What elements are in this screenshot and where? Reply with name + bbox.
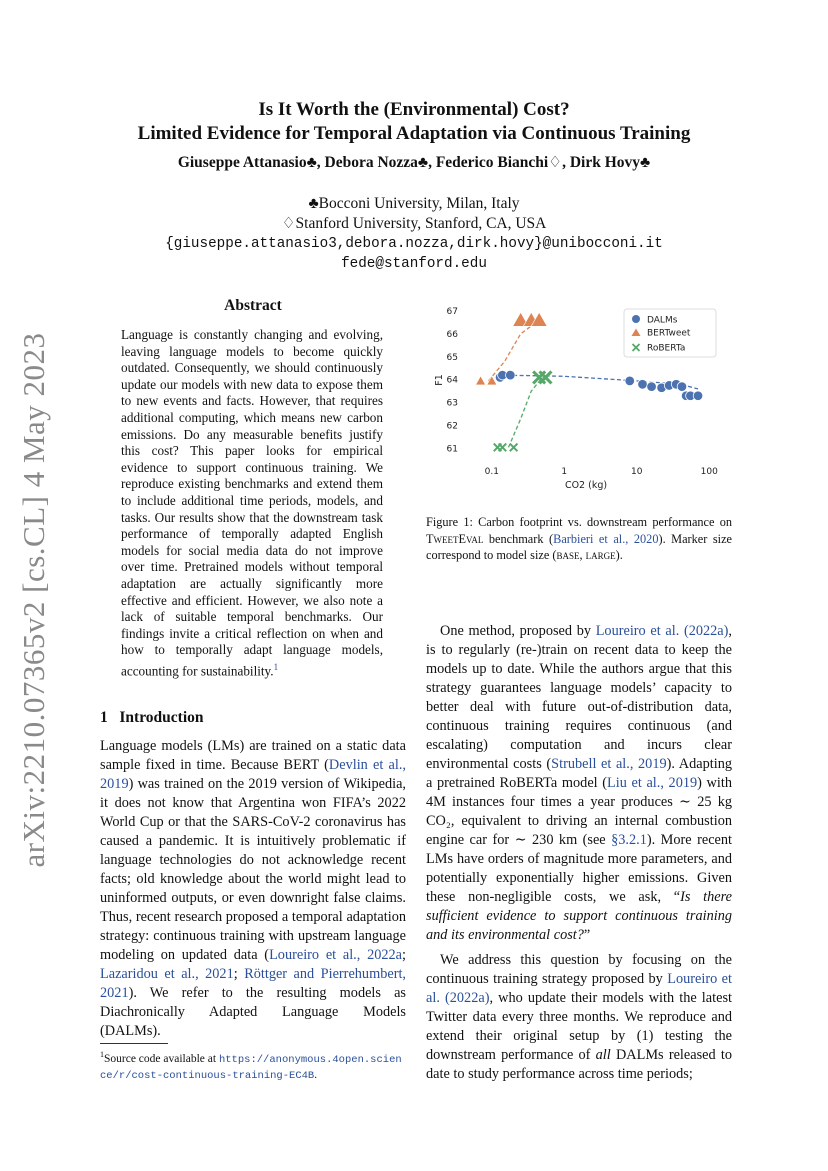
y-tick-label: 64: [446, 375, 458, 386]
title-line-1: Is It Worth the (Environmental) Cost?: [258, 99, 570, 120]
caption-base: base: [556, 548, 580, 562]
legend-marker-dalms: [632, 315, 640, 323]
research-question: Is there sufficient evidence to support continuous training and its environmental cost?: [426, 889, 732, 943]
right-p2-text-a: We address this question by focusing on the continuous training strategy proposed by: [426, 952, 732, 987]
email-line-2: fede@stanford.edu: [341, 256, 487, 272]
y-tick-label: 63: [446, 398, 458, 409]
citation-strubell[interactable]: Strubell et al., 2019: [551, 756, 667, 772]
footnote-number: 1: [100, 1050, 104, 1059]
caption-tweeteval: TweetEval: [426, 531, 484, 546]
data-point-dalms: [677, 382, 687, 392]
data-point-roberta: [499, 444, 507, 452]
emphasis-all: all: [595, 1047, 611, 1063]
intro-text-c: ). We refer to the resulting models as Diachronically Adapted Language Models (DALMs).: [100, 985, 406, 1039]
right-p1-text-c: ). Adapting a pretrained RoBERTa model (: [426, 756, 732, 791]
footnote-text: Source code available at: [104, 1052, 219, 1065]
y-tick-label: 67: [446, 306, 458, 317]
section-title: Introduction: [119, 709, 204, 726]
caption-text-e: ).: [615, 548, 623, 562]
x-axis-label: CO2 (kg): [564, 480, 608, 491]
abstract-text: [121, 327, 383, 680]
x-tick-label: 10: [631, 467, 643, 477]
x-tick-label: 0.1: [484, 467, 499, 477]
email-line-1: {giuseppe.attanasio3,debora.nozza,dirk.hovy}@unibocconi.it: [165, 236, 663, 252]
intro-sep-1: ;: [402, 947, 406, 963]
footnote: [100, 1047, 406, 1084]
arxiv-identifier: arXiv:2210.07365v2 [cs.CL] 4 May 2023: [16, 332, 51, 868]
affiliation-1: ♣Bocconi University, Milan, Italy: [308, 195, 520, 212]
paper-title: [0, 98, 828, 146]
data-point-dalms: [693, 391, 703, 401]
arxiv-sidebar: [14, 332, 54, 868]
intro-sep-2: ;: [233, 966, 245, 982]
citation-barbieri[interactable]: Barbieri et al., 2020: [553, 531, 659, 546]
citation-liu[interactable]: Liu et al., 2019: [607, 775, 698, 791]
data-point-dalms: [647, 382, 657, 392]
author-list: Giuseppe Attanasio♣, Debora Nozza♣, Federico Bianchi♢, Dirk Hovy♣: [177, 154, 651, 171]
data-point-bertweet: [476, 376, 486, 385]
citation-loureiro-3[interactable]: Loureiro et al. (2022a): [426, 971, 732, 1006]
y-axis-label: F1: [434, 374, 445, 386]
right-p1-text-b: , is to regularly (re-)train on recent data to keep the models up to date. While the authors argue that this strategy guarantees language models’ capacity to better deal with future out-of-distribution data, continuous training requires continuous (and escalating) computation and incurs clear environmental costs (: [426, 623, 732, 772]
right-p2-text-c: DALMs released to date to study performance across time periods;: [426, 1047, 732, 1082]
x-tick-label: 1: [561, 467, 568, 477]
y-tick-label: 62: [446, 421, 458, 432]
x-tick-label: 100: [700, 467, 718, 477]
caption-text-a: Figure 1: Carbon footprint vs. downstream performance on: [426, 515, 732, 529]
citation-loureiro-2[interactable]: Loureiro et al. (2022a): [595, 623, 729, 639]
caption-text-b: benchmark (: [483, 531, 554, 546]
data-point-dalms: [638, 379, 648, 389]
citation-lazaridou[interactable]: Lazaridou et al., 2021: [100, 966, 234, 982]
title-line-2: Limited Evidence for Temporal Adaptation via Continuous Training: [137, 123, 691, 144]
footnote-marker: 1: [273, 661, 279, 672]
citation-devlin[interactable]: Devlin et al., 2019: [100, 757, 406, 792]
figure-caption: [426, 514, 732, 564]
intro-text-a: Language models (LMs) are trained on a static data sample fixed in time. Because BERT (: [100, 738, 406, 773]
y-tick-label: 65: [446, 352, 458, 363]
citation-loureiro[interactable]: Loureiro et al., 2022a: [269, 947, 403, 963]
intro-text-b: ) was trained on the 2019 version of Wikipedia, it does not know that Argentina won FIFA’s 2022 World Cup or that the SARS-CoV-2 coronavirus has caused a pandemic. It is intuitively problematic if language technologies do not acknowledge recent facts; old knowledge about the world might lead to uninformed outputs, or even downright false claims. Thus, recent research proposed a temporal adaptation strategy: continuous training with upstream language modeling on updated data (: [100, 776, 406, 963]
legend-label-bertweet: BERTweet: [647, 328, 691, 339]
right-p2-text-b: , who update their models with the latest Twitter data every three months. We reproduce and extend their original setup by (1) testing the downstream performance of: [426, 990, 732, 1063]
legend-label-roberta: RoBERTa: [647, 343, 686, 354]
caption-text-c: ). Marker size correspond to model size (: [426, 531, 732, 562]
data-point-roberta: [510, 444, 518, 452]
data-point-dalms: [625, 376, 635, 386]
right-paragraph-1: [426, 622, 732, 945]
footnote-rule: [100, 1043, 168, 1044]
affiliation-2: ♢Stanford University, Stanford, CA, USA: [281, 215, 547, 232]
y-tick-label: 66: [446, 329, 458, 340]
citation-rottger[interactable]: Röttger and Pierrehumbert, 2021: [100, 966, 407, 1001]
right-paragraph-2: [426, 951, 732, 1084]
right-p1-text-f: ”: [583, 927, 591, 943]
data-point-dalms: [506, 370, 516, 380]
right-p1-text-d: ) with 4M instances four times a year produces ∼ 25 kg CO₂, equivalent to driving an internal combustion engine car for ∼ 230 km (see: [426, 775, 732, 848]
abstract-heading: Abstract: [224, 297, 282, 314]
section-heading-introduction: [100, 709, 406, 727]
right-p1-text-a: One method, proposed by: [440, 623, 596, 639]
intro-paragraph: [100, 737, 406, 1041]
right-column-text: [426, 622, 732, 1084]
caption-text-d: ,: [579, 548, 586, 562]
section-number: 1: [100, 709, 108, 726]
section-reference-link[interactable]: §3.2.1: [611, 832, 647, 848]
footnote-end: .: [314, 1068, 318, 1081]
legend-label-dalms: DALMs: [647, 315, 678, 326]
abstract-body: Language is constantly changing and evolving, leaving language models to become quickly outdated. Consequently, we should continuously update our models with new data to expose them to new events and facts. However, that requires additional computing, which means new carbon emissions. Do any measurable benefits justify this cost? This paper looks for empirical evidence to support continuous training. We reproduce existing benchmarks and extend them to include additional time periods, models, and tasks. Our results show that the downstream task performance of temporally adapted English models for social media data do not improve over time. Pretrained models without temporal adaptation are actually significantly more effective and efficient. However, we also note a lack of suitable temporal benchmarks. Our findings invite a critical reflection on when and how to temporally adapt language models, accounting for sustainability.: [121, 327, 383, 679]
figure-1-chart: [426, 300, 732, 498]
y-tick-label: 61: [446, 444, 458, 455]
right-p1-text-e: ). More recent LMs have orders of magnitude more parameters, and potentially exponentially higher emissions. Given these non-negligible costs, we ask, “: [426, 832, 733, 905]
trend-line-roberta: [509, 377, 543, 447]
footnote-url-link[interactable]: https://anonymous.4open.science/r/cost-continuous-training-EC4B: [100, 1053, 402, 1082]
chart-legend: [624, 309, 716, 357]
caption-large: large: [585, 548, 616, 562]
